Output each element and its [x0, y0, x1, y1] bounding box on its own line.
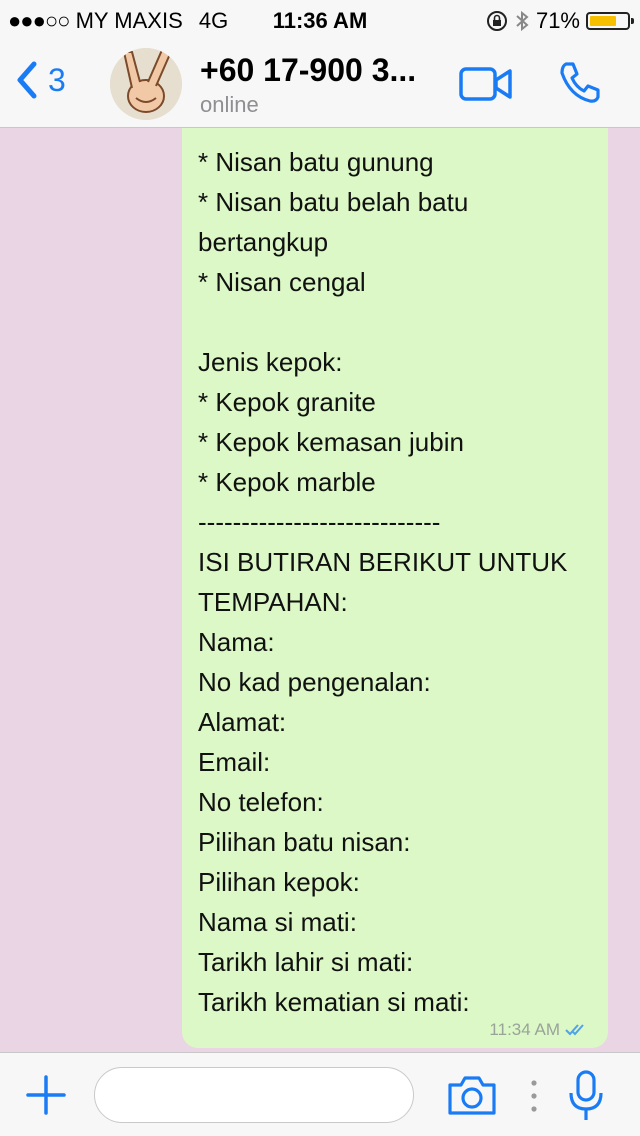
- chat-header: [0, 40, 640, 128]
- carrier-name: MY MAXIS: [75, 8, 183, 33]
- message-meta: [489, 1020, 590, 1040]
- message-input[interactable]: [94, 1067, 414, 1123]
- message-line: * Nisan batu belah batu: [198, 187, 469, 217]
- bluetooth-icon: [514, 9, 530, 33]
- camera-icon: [446, 1073, 498, 1117]
- contact-name[interactable]: +60 17-900 3...: [200, 52, 417, 88]
- rotation-lock-icon: [486, 10, 508, 32]
- chat-area[interactable]: [0, 128, 640, 1052]
- camera-button[interactable]: [446, 1073, 498, 1117]
- more-dots-icon: [530, 1079, 538, 1113]
- double-check-icon: [564, 1022, 590, 1038]
- chevron-left-icon: [14, 60, 40, 100]
- message-line: Alamat:: [198, 707, 287, 737]
- plus-icon: [26, 1075, 66, 1115]
- message-bubble[interactable]: [182, 128, 608, 1048]
- network-type: 4G: [198, 8, 229, 33]
- message-line: Tarikh kematian si mati:: [198, 987, 470, 1017]
- message-line: Pilihan kepok:: [198, 867, 360, 897]
- signal-strength: ●●●○○: [8, 8, 70, 33]
- status-right: [486, 8, 630, 34]
- message-line: * Kepok granite: [198, 387, 376, 417]
- message-line: Nama si mati:: [198, 907, 357, 937]
- message-line: No telefon:: [198, 787, 324, 817]
- unread-count: 3: [48, 61, 66, 98]
- back-button[interactable]: [14, 60, 66, 100]
- input-bar: [0, 1052, 640, 1136]
- message-line: Email:: [198, 747, 271, 777]
- message-line: Pilihan batu nisan:: [198, 827, 411, 857]
- contact-status: online: [200, 92, 259, 117]
- message-line: Jenis kepok:: [198, 347, 343, 377]
- message-line: * Nisan batu gunung: [198, 147, 434, 177]
- message-line: [198, 302, 592, 342]
- microphone-icon: [566, 1069, 606, 1123]
- message-line: ----------------------------: [198, 507, 441, 537]
- microphone-button[interactable]: [566, 1069, 606, 1123]
- video-call-button[interactable]: [458, 64, 514, 104]
- message-line: No kad pengenalan:: [198, 667, 431, 697]
- battery-percent: 71%: [535, 8, 580, 33]
- message-time: 11:34 AM: [489, 1020, 560, 1039]
- message-line: bertangkup: [198, 227, 329, 257]
- status-bar: [0, 0, 640, 40]
- avatar-image: [110, 48, 182, 120]
- contact-avatar[interactable]: [110, 48, 182, 120]
- message-line: Nama:: [198, 627, 275, 657]
- battery-icon: [586, 12, 630, 30]
- video-call-icon: [458, 64, 514, 104]
- status-time: 11:36 AM: [272, 8, 368, 33]
- attach-button[interactable]: [26, 1075, 66, 1115]
- message-line: Tarikh lahir si mati:: [198, 947, 414, 977]
- voice-call-button[interactable]: [556, 58, 604, 106]
- battery-fill: [590, 16, 616, 26]
- message-text: [198, 142, 592, 1022]
- phone-icon: [556, 58, 604, 106]
- message-line: ISI BUTIRAN BERIKUT UNTUK: [198, 547, 568, 577]
- message-line: * Kepok marble: [198, 467, 376, 497]
- message-line: * Kepok kemasan jubin: [198, 427, 464, 457]
- message-line: TEMPAHAN:: [198, 587, 348, 617]
- message-line: * Nisan cengal: [198, 267, 366, 297]
